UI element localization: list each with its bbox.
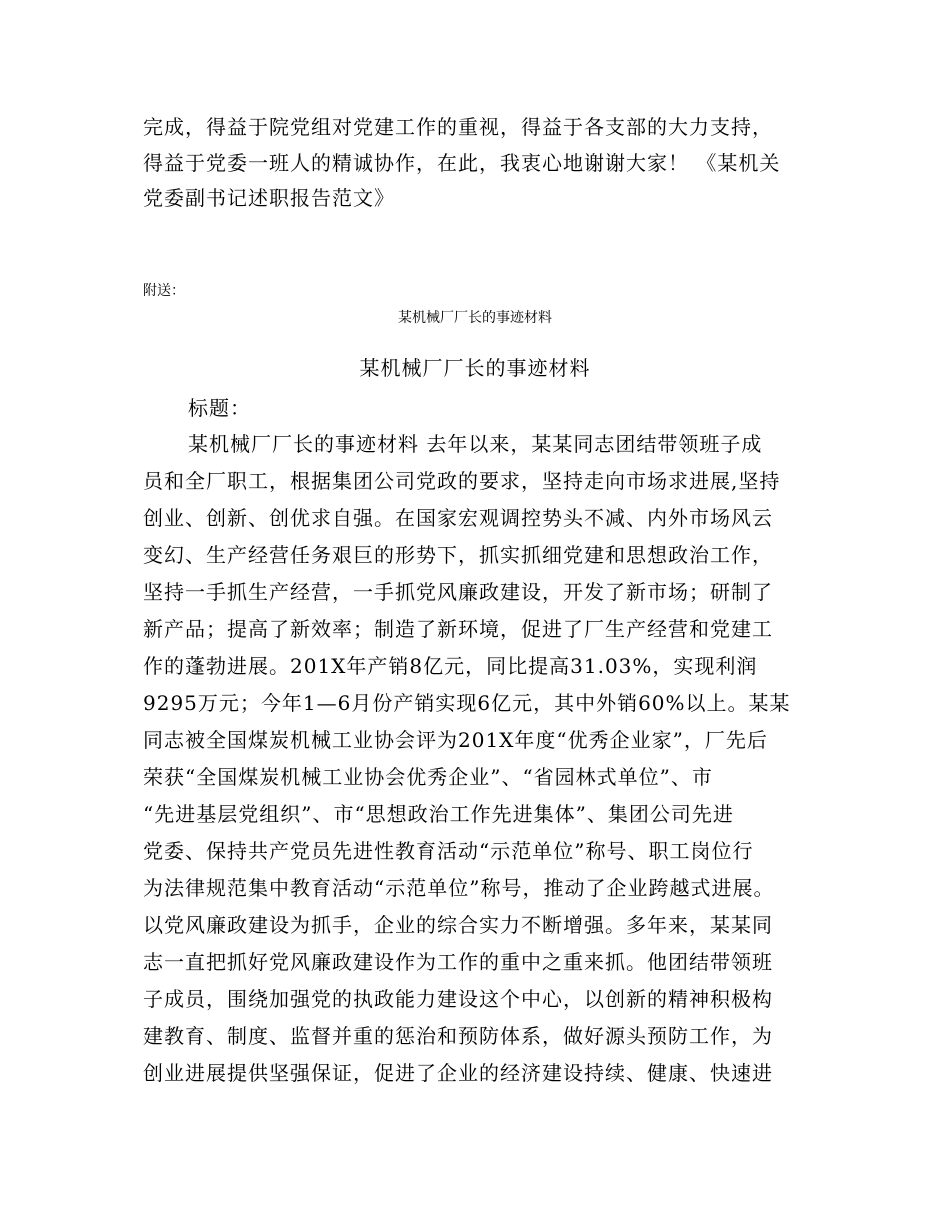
intro-line-1: 完成，得益于院党组对党建工作的重视，得益于各支部的大力支持， [143, 115, 773, 139]
intro-line-2: 得益于党委一班人的精诚协作，在此，我衷心地谢谢大家！ 《某机关 [143, 151, 781, 175]
body-line-5: 坚持一手抓生产经营，一手抓党风廉政建设，开发了新市场；研制了 [143, 580, 773, 604]
body-line-2: 员和全厂职工，根据集团公司党政的要求，坚持走向市场求进展,坚持 [143, 469, 781, 493]
label-line: 标题： [188, 396, 251, 420]
body-line-10: 荣获“全国煤炭机械工业协会优秀企业”、“省园林式单位”、市 [143, 765, 713, 789]
body-line-4: 变幻、生产经营任务艰巨的形势下，抓实抓细党建和思想政治工作， [143, 543, 773, 567]
body-line-12: 党委、保持共产党员先进性教育活动“示范单位”称号、职工岗位行 [143, 839, 754, 863]
body-line-17: 建教育、制度、监督并重的惩治和预防体系，做好源头预防工作，为 [143, 1024, 773, 1048]
body-line-16: 子成员，围绕加强党的执政能力建设这个中心，以创新的精神积极构 [143, 987, 773, 1011]
body-line-9: 同志被全国煤炭机械工业协会评为201X年度“优秀企业家”，厂先后 [143, 728, 768, 752]
body-line-15: 志一直把抓好党风廉政建设作为工作的重中之重来抓。他团结带领班 [143, 950, 773, 974]
body-line-8: 9295万元；今年1—6月份产销实现6亿元，其中外销60%以上。某某 [143, 691, 791, 715]
body-line-6: 新产品；提高了新效率；制造了新环境，促进了厂生产经营和党建工 [143, 617, 773, 641]
body-line-18: 创业进展提供坚强保证，促进了企业的经济建设持续、健康、快速进 [143, 1061, 773, 1085]
small-title: 某机械厂厂长的事迹材料 [398, 310, 552, 326]
body-line-3: 创业、创新、创优求自强。在国家宏观调控势头不减、内外市场风云 [143, 506, 773, 530]
body-line-14: 以党风廉政建设为抓手，企业的综合实力不断增强。多年来，某某同 [143, 913, 773, 937]
body-line-1: 某机械厂厂长的事迹材料 去年以来，某某同志团结带领班子成 [188, 432, 763, 456]
body-line-7: 作的蓬勃进展。201X年产销8亿元，同比提高31.03%，实现利润 [143, 654, 758, 678]
body-line-13: 为法律规范集中教育活动“示范单位”称号，推动了企业跨越式进展。 [143, 876, 775, 900]
body-line-11: “先进基层党组织”、市“思想政治工作先进集体”、集团公司先进 [143, 802, 734, 826]
appendix-label: 附送： [143, 283, 185, 299]
intro-line-3: 党委副书记述职报告范文》 [143, 186, 395, 210]
main-title: 某机械厂厂长的事迹材料 [359, 356, 591, 380]
